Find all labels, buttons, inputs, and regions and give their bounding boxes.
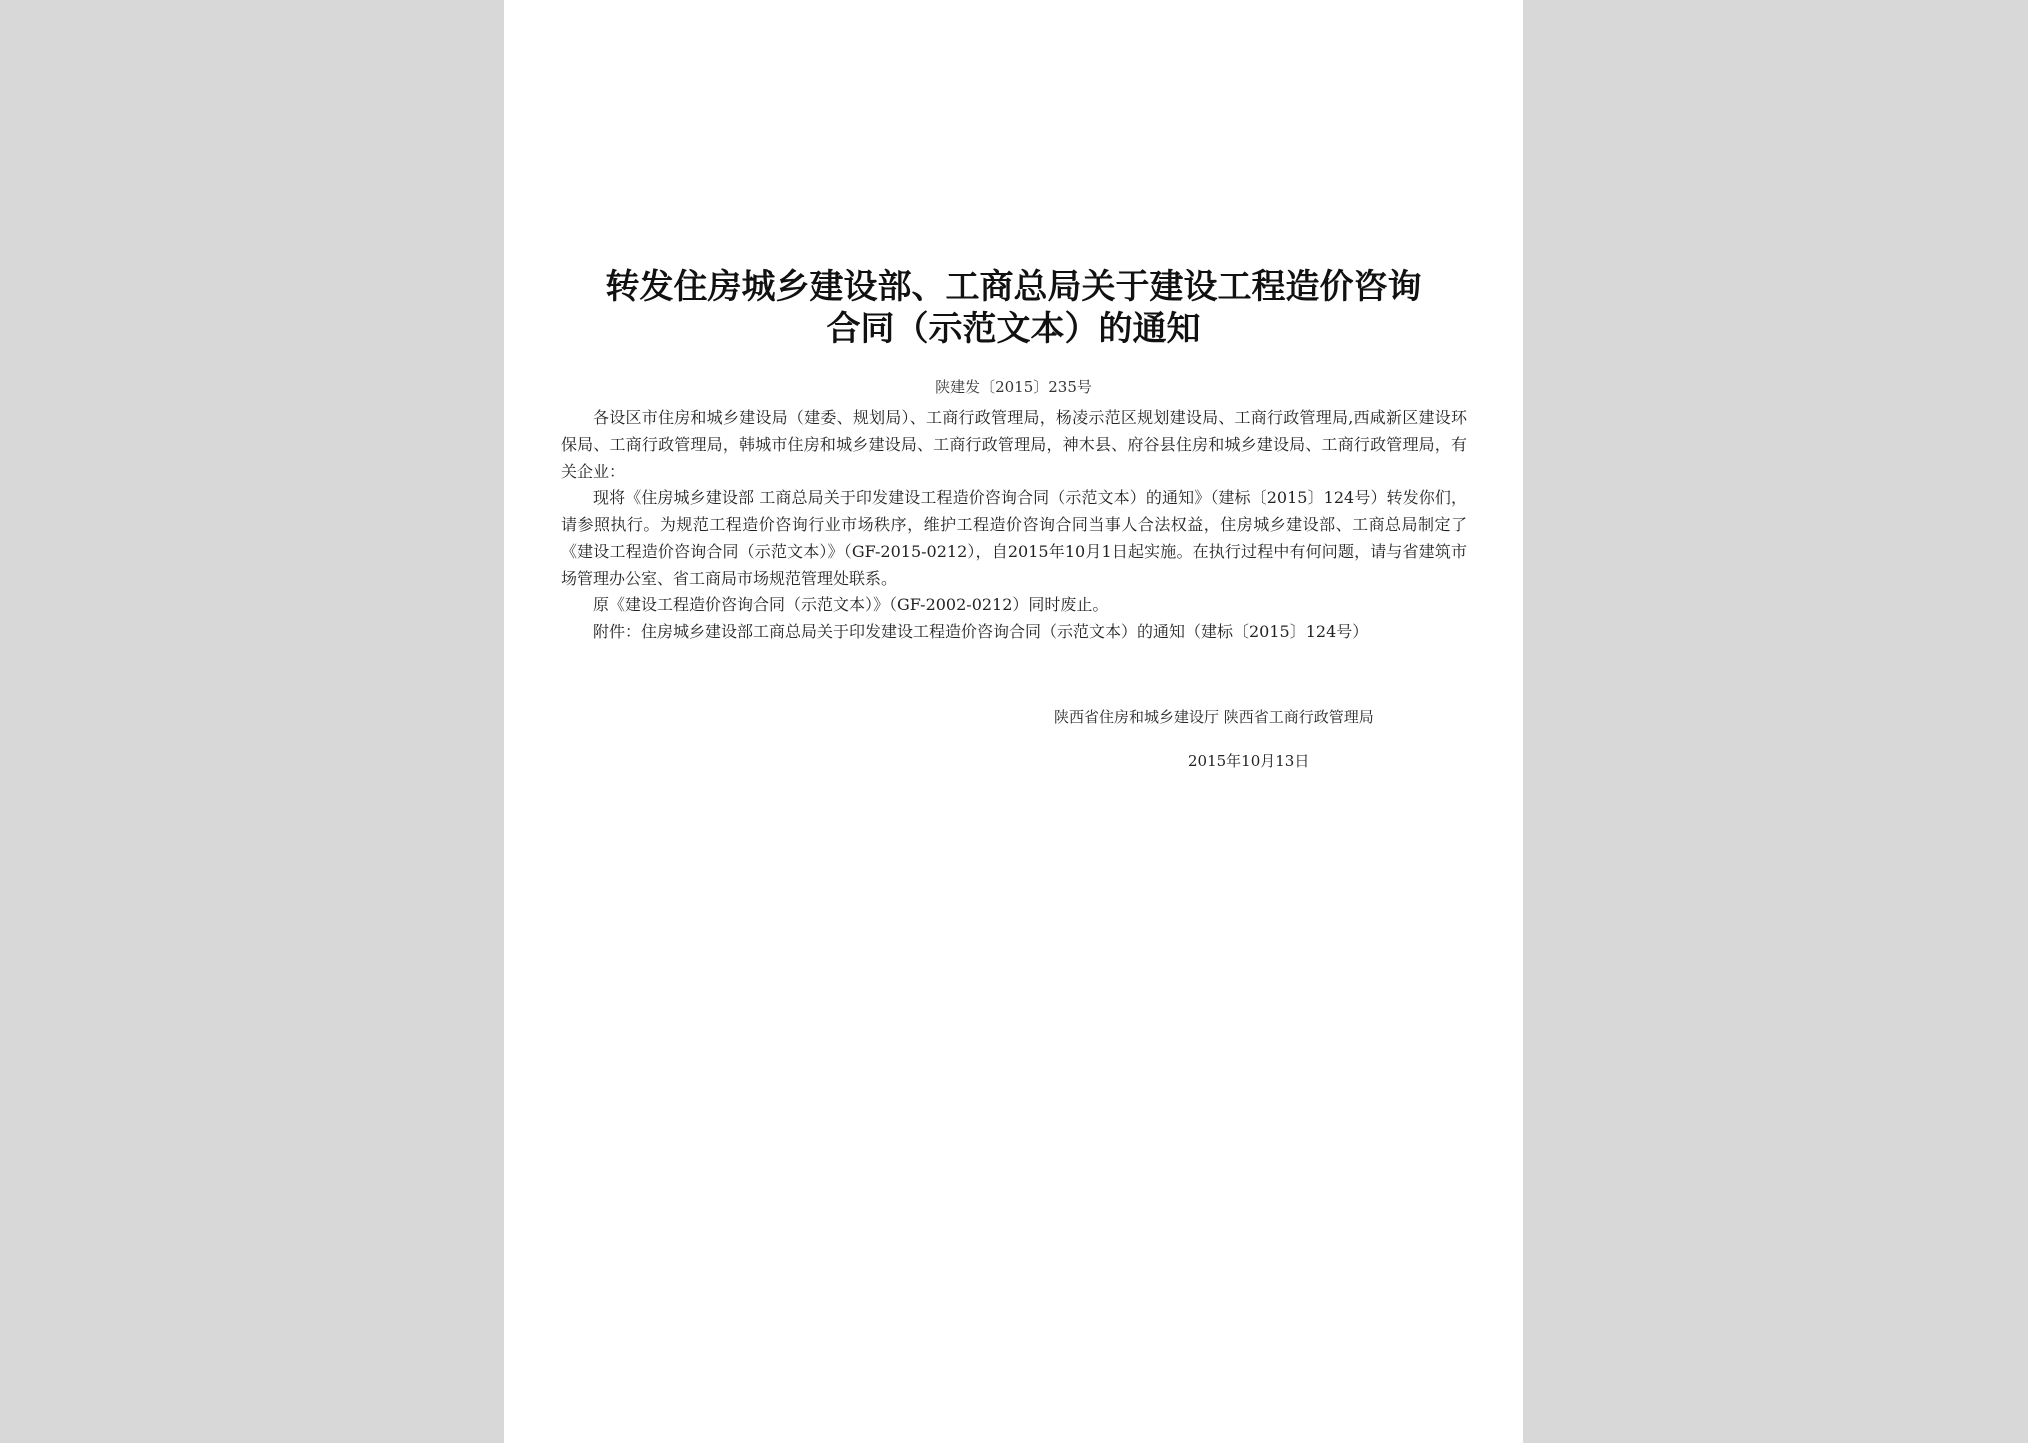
paragraph-attachment: 附件：住房城乡建设部工商总局关于印发建设工程造价咨询合同（示范文本）的通知（建标〔2015〕124号）: [593, 622, 1369, 641]
attachment-paragraph: [561, 618, 1467, 645]
issue-date: 2015年10月13日: [1188, 752, 1310, 770]
document-title-line-2: 合同（示范文本）的通知: [826, 309, 1201, 349]
addressee-paragraph: [561, 404, 1467, 485]
issuer-signature: 陕西省住房和城乡建设厅 陕西省工商行政管理局: [1054, 708, 1374, 726]
document-title-line-1: 转发住房城乡建设部、工商总局关于建设工程造价咨询: [605, 267, 1422, 307]
document-page: [504, 0, 1523, 1443]
paragraph-addressees: 各设区市住房和城乡建设局（建委、规划局）、工商行政管理局，杨凌示范区规划建设局、工商行政管理局,西咸新区建设环保局、工商行政管理局，韩城市住房和城乡建设局、工商行政管理局，神木县、府谷县住房和城乡建设局、工商行政管理局，有关企业：: [561, 408, 1467, 481]
paragraph-repeal: 原《建设工程造价咨询合同（示范文本）》（GF-2002-0212）同时废止。: [593, 595, 1109, 614]
paragraph-main: 现将《住房城乡建设部 工商总局关于印发建设工程造价咨询合同（示范文本）的通知》（建标〔2015〕124号）转发你们，请参照执行。为规范工程造价咨询行业市场秩序，维护工程造价咨询合同当事人合法权益，住房城乡建设部、工商总局制定了《建设工程造价咨询合同（示范文本）》（GF-2015-0212），自2015年10月1日起实施。在执行过程中有何问题，请与省建筑市场管理办公室、省工商局市场规范管理处联系。: [561, 488, 1467, 588]
document-number: 陕建发〔2015〕235号: [935, 378, 1092, 396]
repeal-paragraph: [561, 591, 1467, 618]
main-paragraph: [561, 484, 1467, 592]
